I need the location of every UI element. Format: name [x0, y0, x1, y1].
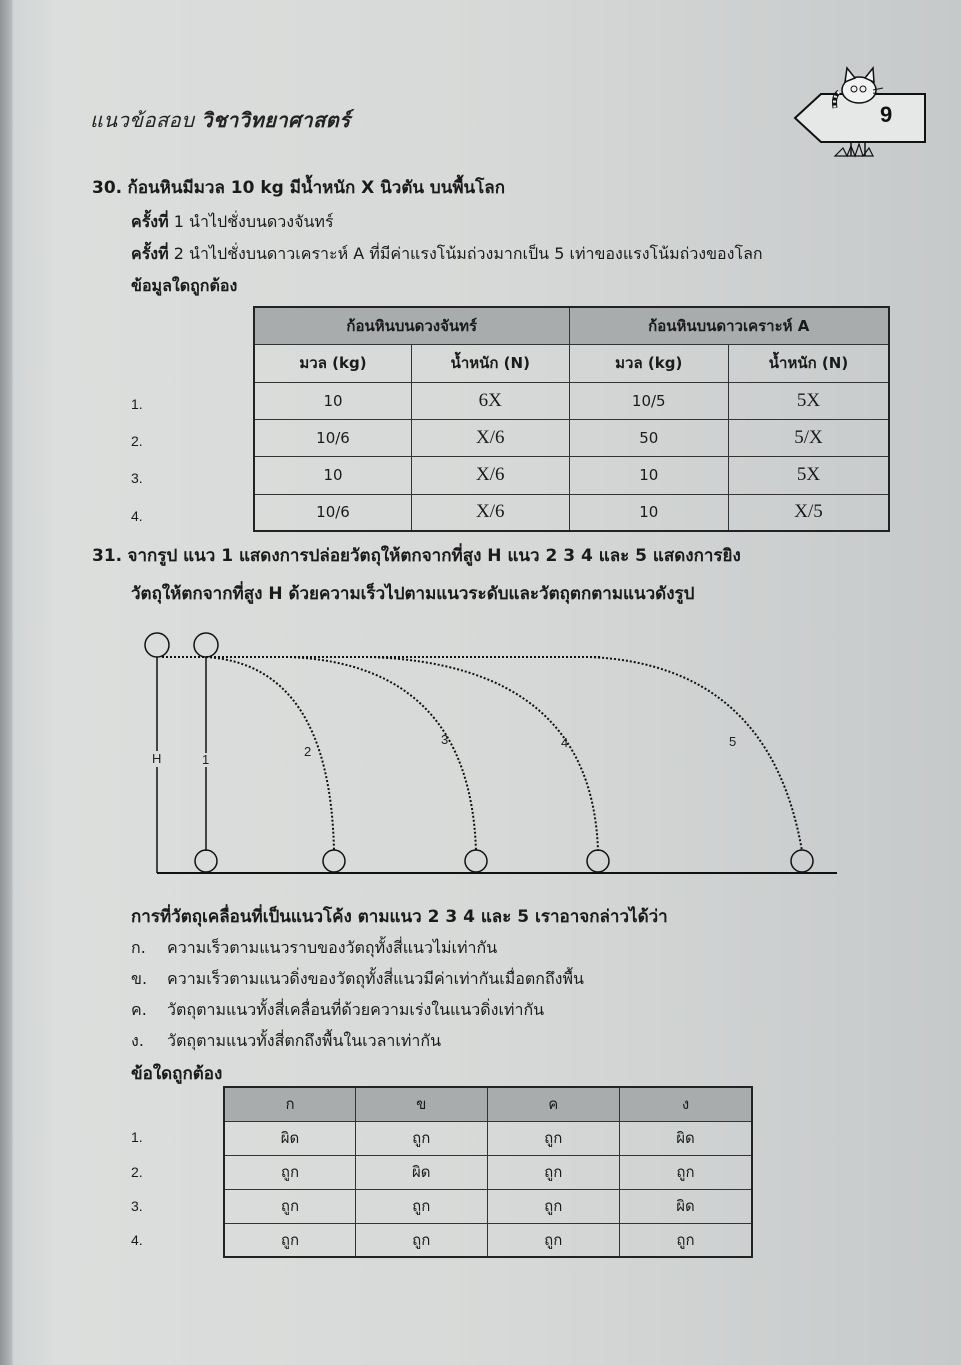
height-label: H [152, 751, 162, 766]
q31-choice-label[interactable]: 4. [131, 1232, 143, 1248]
table-row [254, 456, 889, 494]
q31-prompt: ข้อใดถูกต้อง [131, 1064, 223, 1084]
q30-choice-label[interactable]: 2. [131, 433, 143, 449]
table-cell: ถูก [619, 1155, 752, 1189]
q30-case1-text: 1 นำไปชั่งบนดวงจันทร์ [173, 212, 334, 231]
table-subheader: มวล (kg) [254, 344, 412, 382]
statement-item [131, 967, 584, 992]
q30-case2 [131, 242, 763, 267]
q31-choice-label[interactable]: 3. [131, 1198, 143, 1214]
statement-text: วัตถุตามแนวทั้งสี่เคลื่อนที่ด้วยความเร่งในแนวดิ่งเท่ากัน [167, 1000, 545, 1019]
table-subheader: น้ำหนัก (N) [412, 344, 569, 382]
svg-text:3: 3 [441, 732, 449, 747]
q30-number: 30. [92, 178, 123, 198]
table-cell: ผิด [224, 1121, 356, 1155]
table-row [224, 1155, 752, 1189]
statement-marker: ก. [131, 938, 146, 957]
table-cell: 5X [729, 382, 890, 419]
table-cell: ผิด [356, 1155, 488, 1189]
page-number: 9 [880, 102, 893, 127]
table-cell: 50 [569, 419, 729, 456]
q30-case1 [131, 210, 334, 235]
table-cell: ถูก [619, 1223, 752, 1257]
q30-prompt: ข้อมูลใดถูกต้อง [131, 276, 238, 295]
table-cell: 10 [254, 456, 412, 494]
table-cell: 10 [569, 494, 729, 531]
q31-stem [92, 546, 741, 566]
q31-number: 31. [92, 546, 123, 566]
page-binding-edge [0, 0, 12, 1365]
table-cell: ถูก [487, 1223, 619, 1257]
table-cell: 5X [729, 456, 890, 494]
table-cell: 5/X [729, 419, 890, 456]
cat-signpost-icon [793, 66, 933, 158]
q30-case1-label: ครั้งที่ [131, 212, 169, 231]
table-cell: 10 [254, 382, 412, 419]
table-cell: ถูก [356, 1189, 488, 1223]
statement-item [131, 1029, 441, 1054]
svg-text:4: 4 [561, 735, 569, 750]
statement-text: ความเร็วตามแนวราบของวัตถุทั้งสี่แนวไม่เท่ากัน [167, 938, 498, 957]
table-cell: 10/5 [569, 382, 729, 419]
table-cell: X/6 [412, 494, 569, 531]
table-cell: 10/6 [254, 419, 412, 456]
table-subheader: มวล (kg) [569, 344, 729, 382]
table-cell: X/6 [412, 419, 569, 456]
svg-text:1: 1 [202, 752, 210, 767]
statement-text: วัตถุตามแนวทั้งสี่ตกถึงพื้นในเวลาเท่ากัน [167, 1031, 442, 1050]
statement-item [131, 998, 544, 1023]
q30-case2-text: 2 นำไปชั่งบนดาวเคราะห์ A ที่มีค่าแรงโน้มถ่วงมากเป็น 5 เท่าของแรงโน้มถ่วงของโลก [173, 244, 763, 263]
q30-stem-text: ก้อนหินมีมวล 10 kg มีน้ำหนัก X นิวตัน บนพื้นโลก [127, 178, 506, 198]
table-row [224, 1121, 752, 1155]
table-row [224, 1223, 752, 1257]
statement-marker: ค. [131, 1000, 147, 1019]
page-header-title [90, 104, 351, 136]
table-cell: X/5 [729, 494, 890, 531]
table-subheader: น้ำหนัก (N) [729, 344, 890, 382]
svg-text:5: 5 [729, 734, 737, 749]
table-cell: 10 [569, 456, 729, 494]
table-row [254, 494, 889, 531]
q30-choice-label[interactable]: 3. [131, 470, 143, 486]
q31-stem-line1: จากรูป แนว 1 แสดงการปล่อยวัตถุให้ตกจากที่สูง H แนว 2 3 4 และ 5 แสดงการยิง [127, 546, 741, 566]
table-cell: ถูก [224, 1189, 356, 1223]
q30-answer-table [253, 306, 890, 532]
table-cell: ถูก [356, 1223, 488, 1257]
q31-choice-label[interactable]: 2. [131, 1164, 143, 1180]
table-cell: 10/6 [254, 494, 412, 531]
statement-marker: ง. [131, 1031, 144, 1050]
table-cell: ถูก [356, 1121, 488, 1155]
table-header: ก [224, 1087, 356, 1121]
table-cell: ถูก [224, 1223, 356, 1257]
table-header: ง [619, 1087, 752, 1121]
q31-question: การที่วัตถุเคลื่อนที่เป็นแนวโค้ง ตามแนว 2 3 4 และ 5 เราอาจกล่าวได้ว่า [131, 907, 668, 927]
q30-choice-label[interactable]: 4. [131, 508, 143, 524]
table-cell: ถูก [224, 1155, 356, 1189]
table-cell: 6X [412, 382, 569, 419]
statement-text: ความเร็วตามแนวดิ่งของวัตถุทั้งสี่แนวมีค่าเท่ากันเมื่อตกถึงพื้น [167, 969, 584, 988]
q30-choice-label[interactable]: 1. [131, 396, 143, 412]
svg-text:2: 2 [304, 744, 312, 759]
header-prefix: แนวข้อสอบ [90, 108, 195, 132]
header-subject: วิชาวิทยาศาสตร์ [201, 108, 351, 132]
table-cell: ผิด [619, 1121, 752, 1155]
q31-stem-line2: วัตถุให้ตกจากที่สูง H ด้วยความเร็วไปตามแนวระดับและวัตถุตกตามแนวดังรูป [131, 584, 695, 604]
table-group-header-planet-a: ก้อนหินบนดาวเคราะห์ A [569, 307, 889, 344]
q31-answer-table [223, 1086, 753, 1258]
table-header: ข [356, 1087, 488, 1121]
table-cell: ถูก [487, 1155, 619, 1189]
q30-case2-label: ครั้งที่ [131, 244, 169, 263]
table-cell: ถูก [487, 1121, 619, 1155]
q30-stem [92, 178, 505, 198]
q31-choice-label[interactable]: 1. [131, 1129, 143, 1145]
table-cell: ถูก [487, 1189, 619, 1223]
table-row [224, 1189, 752, 1223]
table-cell: ผิด [619, 1189, 752, 1223]
statement-marker: ข. [131, 969, 148, 988]
table-row [254, 419, 889, 456]
statement-item [131, 936, 497, 961]
table-row [254, 382, 889, 419]
projectile-diagram [130, 625, 850, 880]
table-group-header-moon: ก้อนหินบนดวงจันทร์ [254, 307, 569, 344]
table-cell: X/6 [412, 456, 569, 494]
table-header: ค [487, 1087, 619, 1121]
